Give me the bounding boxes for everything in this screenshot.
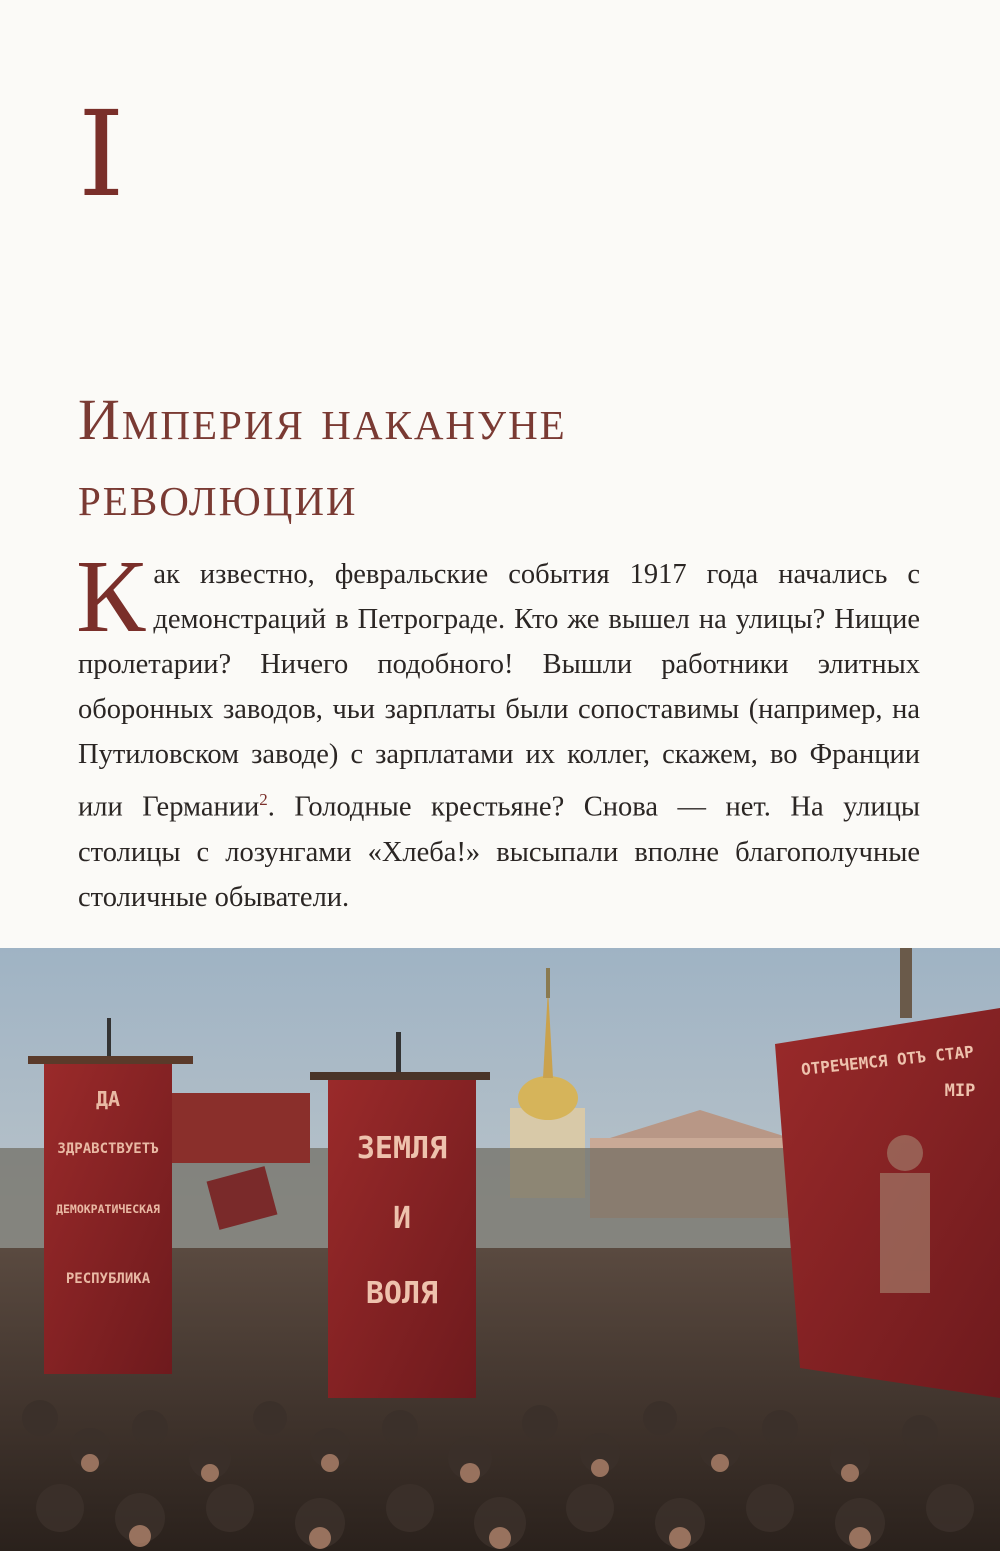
chapter-numeral: I bbox=[78, 85, 119, 223]
banner-right-line-2: МIР bbox=[944, 1081, 976, 1101]
banner-left-line-1: ДА bbox=[95, 1087, 121, 1111]
body-text-part-2: . Голодные крестьяне? Снова — нет. На улицы столицы с лозунгами «Хлеба!» высыпали вполне благополучные столичные обыватели. bbox=[78, 791, 921, 913]
chapter-title bbox=[78, 382, 958, 534]
banner-center-line-3: ВОЛЯ bbox=[365, 1276, 439, 1311]
red-flag bbox=[172, 1093, 310, 1163]
banner-left-line-2: ЗДРАВСТВУЕТЪ bbox=[57, 1141, 159, 1157]
chapter-title-line-2: революции bbox=[78, 463, 358, 528]
banner-left-line-3: ДЕМОКРАТИЧЕСКАЯ bbox=[56, 1202, 160, 1216]
chapter-title-line-1: Империя накануне bbox=[78, 387, 567, 452]
banner-left bbox=[28, 1018, 193, 1374]
drop-cap: К bbox=[76, 539, 146, 654]
banner-center-line-2: И bbox=[392, 1201, 412, 1236]
banner-left-line-4: РЕСПУБЛИКА bbox=[65, 1271, 151, 1287]
photo-illustration bbox=[0, 948, 1000, 1551]
body-text-part-1: ак известно, февральские события 1917 года начались с демонстраций в Петрограде. Кто же вышел на улицы? Нищие пролетарии? Ничего подобного! Вышли работники элитных оборонных заводов, чьи зарплаты были сопоставимы (например, на Путиловском заводе) с зарплатами их коллег, скажем, во Франции или Германии bbox=[78, 559, 920, 823]
body-paragraph bbox=[76, 539, 921, 920]
banner-center-line-1: ЗЕМЛЯ bbox=[356, 1131, 448, 1166]
banner-center bbox=[310, 1032, 490, 1398]
footnote-reference[interactable]: 2 bbox=[259, 790, 268, 809]
demonstration-photo bbox=[0, 948, 1000, 1551]
banner-right-line-1: ОТРЕЧЕМСЯ ОТЪ СТАР bbox=[800, 1042, 975, 1080]
